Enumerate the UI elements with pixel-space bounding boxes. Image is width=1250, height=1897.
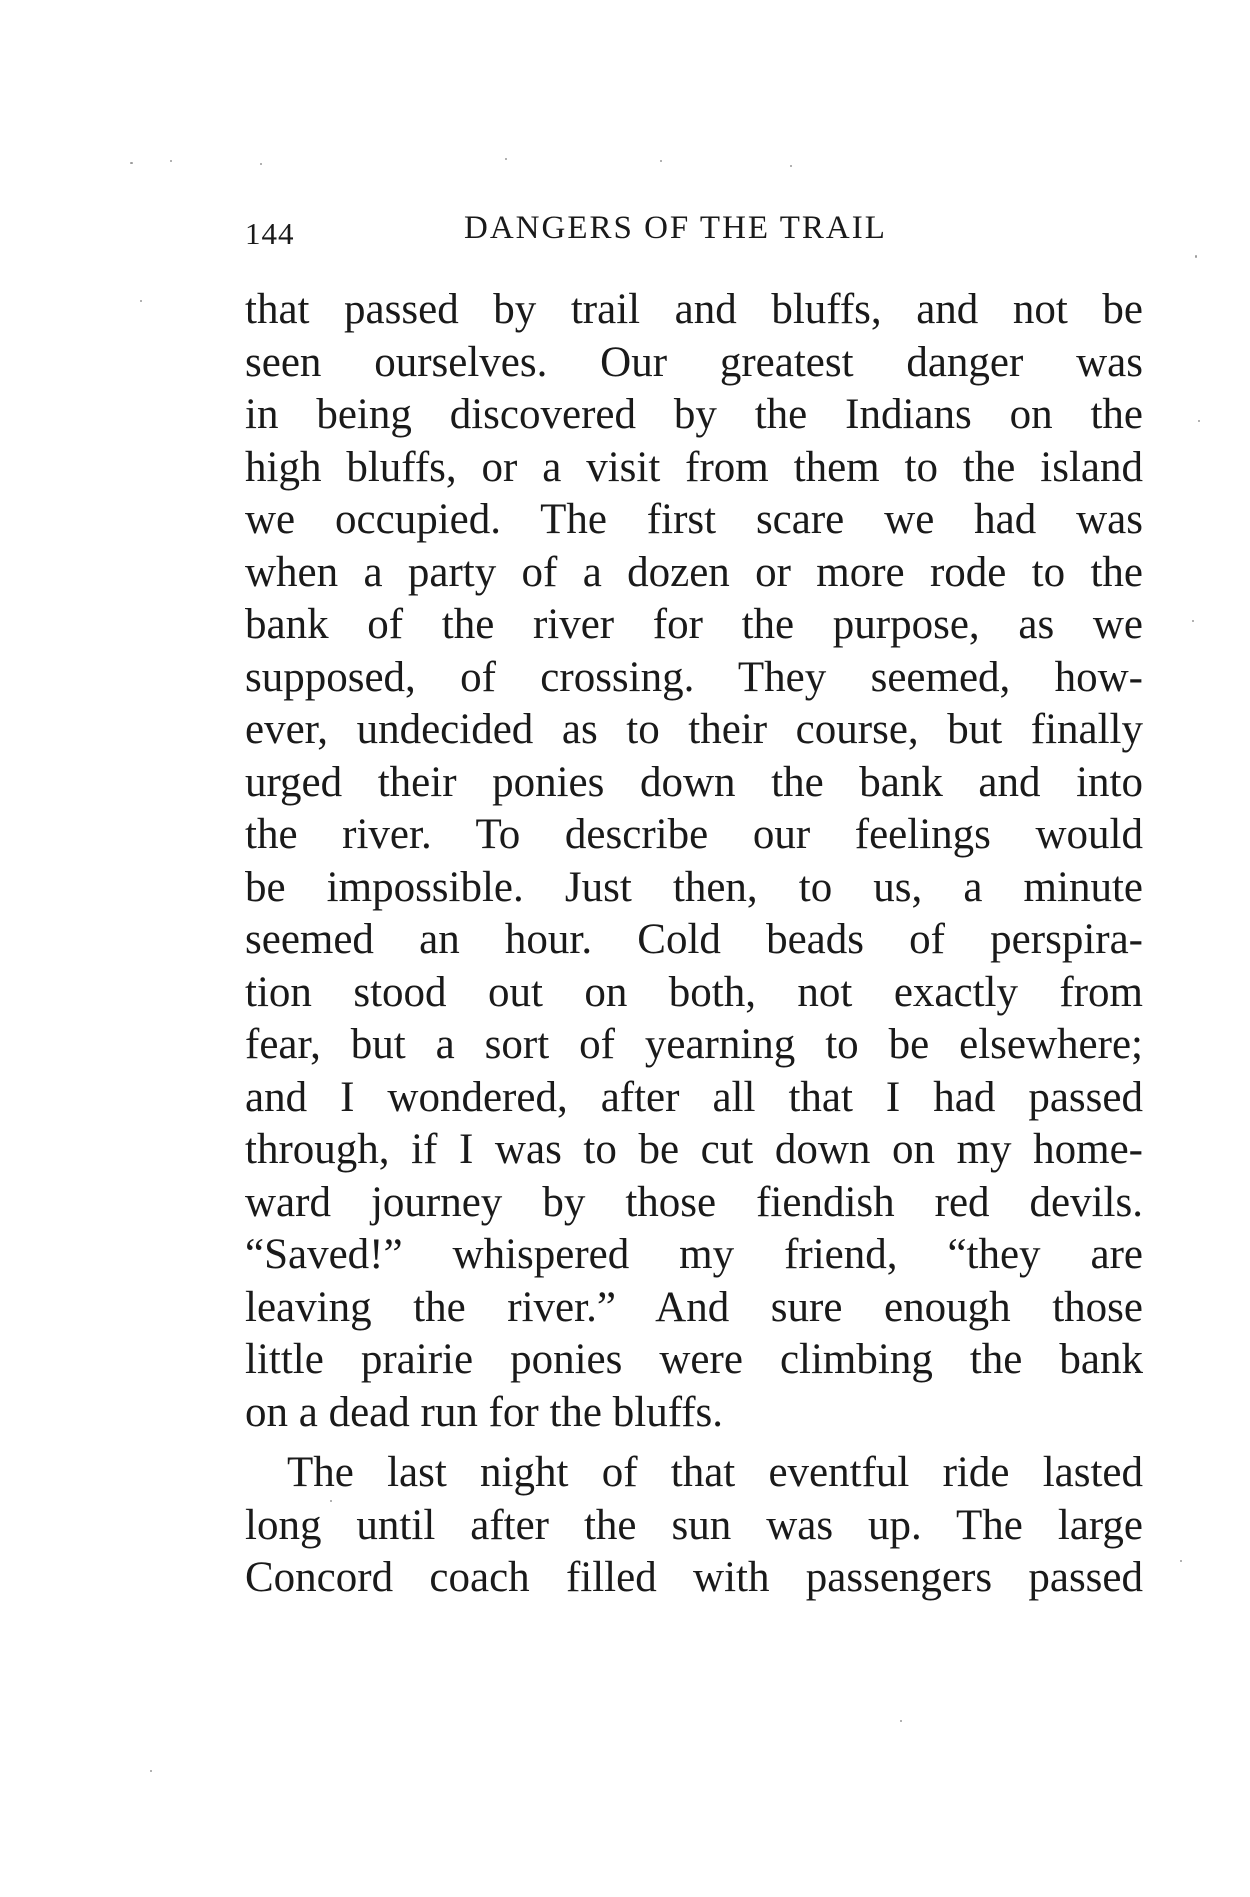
scan-speck — [330, 1500, 332, 1502]
scan-speck — [1198, 420, 1200, 422]
text-line: in being discovered by the Indians on the — [245, 391, 1143, 438]
text-line: The last night of that eventful ride lasted — [287, 1449, 1143, 1496]
scan-speck — [660, 160, 662, 162]
text-line: tion stood out on both, not exactly from — [245, 968, 1143, 1016]
scan-speck — [150, 1770, 152, 1772]
page-number: 144 — [245, 216, 295, 251]
text-line: ever, undecided as to their course, but finally — [245, 706, 1143, 753]
text-line: fear, but a sort of yearning to be elsewhere; — [245, 1021, 1143, 1068]
scan-speck — [260, 163, 262, 165]
text-line: seemed an hour. Cold beads of perspira- — [245, 916, 1143, 963]
text-line: little prairie ponies were climbing the bank — [245, 1336, 1143, 1383]
page-header — [245, 210, 1145, 260]
text-line: urged their ponies down the bank and into — [245, 758, 1143, 806]
text-line: and I wondered, after all that I had passed — [245, 1073, 1143, 1121]
scan-speck — [790, 165, 792, 167]
text-line: the river. To describe our feelings would — [245, 811, 1143, 858]
text-line: be impossible. Just then, to us, a minute — [245, 863, 1143, 911]
text-line: bank of the river for the purpose, as we — [245, 601, 1143, 648]
running-head: DANGERS OF THE TRAIL — [464, 210, 887, 246]
paragraph-2 — [245, 1447, 1143, 1605]
scan-speck — [1192, 620, 1194, 622]
text-line: “Saved!” whispered my friend, “they are — [245, 1231, 1143, 1278]
text-line: on a dead run for the bluffs. — [245, 1388, 724, 1436]
text-line: when a party of a dozen or more rode to the — [245, 548, 1143, 596]
scan-speck — [1195, 255, 1197, 258]
text-line: supposed, of crossing. They seemed, how- — [245, 653, 1143, 701]
paragraph-1 — [245, 284, 1143, 1439]
text-line: long until after the sun was up. The large — [245, 1501, 1143, 1549]
text-line: that passed by trail and bluffs, and not be — [245, 286, 1143, 333]
text-line: seen ourselves. Our greatest danger was — [245, 338, 1143, 386]
text-line: ward journey by those fiendish red devils. — [245, 1178, 1143, 1226]
text-line: high bluffs, or a visit from them to the island — [245, 443, 1143, 491]
body-text — [245, 284, 1143, 1605]
scan-speck — [900, 1720, 902, 1722]
text-line: we occupied. The first scare we had was — [245, 496, 1143, 543]
paragraph-gap — [245, 1439, 1143, 1447]
text-line: leaving the river.” And sure enough those — [245, 1283, 1143, 1331]
scan-speck — [140, 300, 142, 302]
text-line: through, if I was to be cut down on my home- — [245, 1126, 1143, 1173]
scan-speck — [1180, 1560, 1182, 1562]
scan-speck — [170, 160, 172, 162]
scan-speck — [130, 162, 133, 164]
scan-speck — [505, 158, 507, 160]
text-line: Concord coach filled with passengers passed — [245, 1554, 1143, 1601]
